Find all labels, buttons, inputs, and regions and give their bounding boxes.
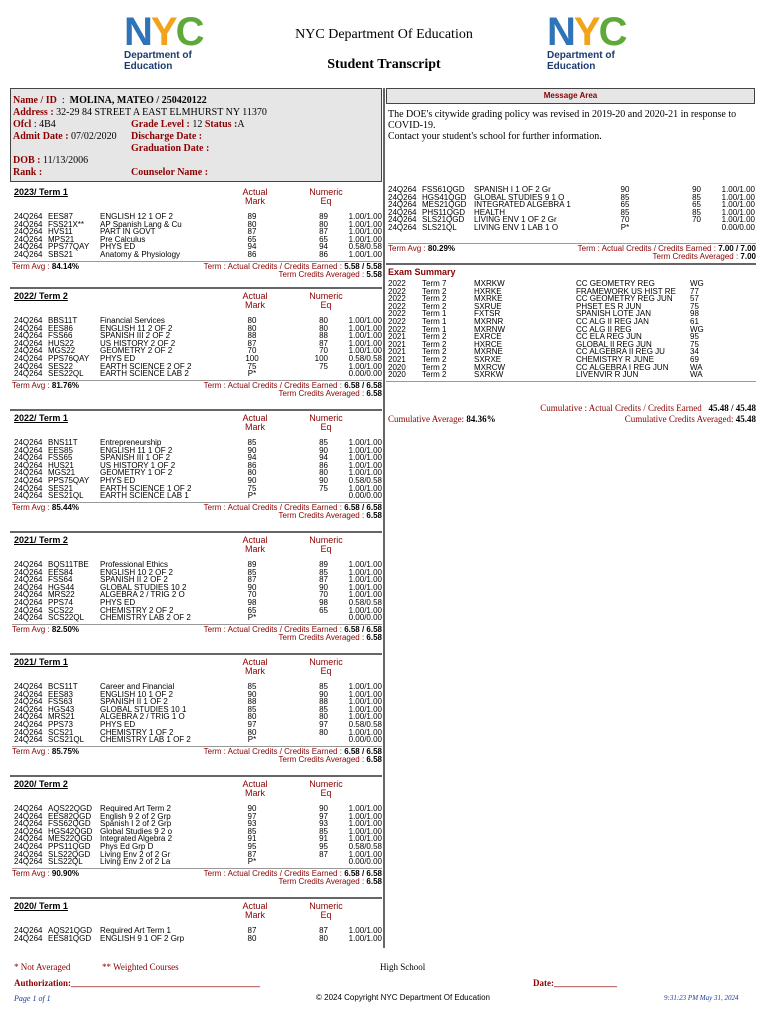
actual-mark-header: Actual Mark: [242, 657, 268, 676]
term-average: Term Avg : 90.90% Term : Actual Credits / Credits Earned : 6.58 / 6.58: [12, 868, 382, 878]
course-row: 24Q264 EES84 ENGLISH 10 2 OF 2 85 85 1.00/1.00: [14, 567, 382, 577]
term-average: Term Avg : 85.44% Term : Actual Credits / Credits Earned : 6.58 / 6.58: [12, 502, 382, 512]
course-row: 24Q264 PPS11QGD Phys Ed Grp D 95 95 0.58/0.58: [14, 842, 382, 851]
student-address: 32-29 84 STREET A EAST ELMHURST NY 11370: [56, 107, 267, 118]
section-separator: [386, 263, 756, 265]
course-row: 24Q264 SES21QL EARTH SCIENCE LAB 1 P* 0.00/0.00: [14, 491, 382, 501]
exam-row: 2022 Term 7 MXRKW CC GEOMETRY REG WG: [388, 279, 704, 288]
term-title: 2021/ Term 1: [14, 657, 68, 667]
actual-mark-header: Actual Mark: [242, 901, 268, 920]
message-area-header: Message Area: [386, 88, 755, 104]
exam-row: 2020 Term 2 SXRKW LIVENVIR R JUN WA: [388, 370, 703, 380]
term-separator: [10, 897, 382, 899]
exam-row: 2020 Term 2 MXRCW CC ALGEBRA I REG JUN WA: [388, 362, 703, 372]
term-separator: [10, 531, 382, 533]
course-row: 24Q264 FSS65 SPANISH III 1 OF 2 94 94 1.00/1.00: [14, 453, 382, 463]
course-row: 24Q264 EES81QGD ENGLISH 9 1 OF 2 Grp 80 80 1.00/1.00: [14, 933, 382, 943]
course-row: 24Q264 MES21QGD INTEGRATED ALGEBRA 1 65 65 1.00/1.00: [388, 200, 755, 210]
course-row: 24Q264 HUS21 US HISTORY 1 OF 2 86 86 1.00/1.00: [14, 460, 382, 470]
term-title: 2020/ Term 1: [14, 901, 68, 911]
actual-mark-header: Actual Mark: [242, 535, 268, 554]
term-title: 2023/ Term 1: [14, 187, 68, 197]
exam-row: 2021 Term 2 EXRCE CC ELA REG JUN 95: [388, 332, 699, 342]
actual-mark-header: Actual Mark: [242, 187, 268, 206]
term-credits-averaged: Term Credits Averaged : 6.58: [278, 388, 382, 398]
course-row: 24Q264 AQS22QGD Required Art Term 2 90 90 1.00/1.00: [14, 804, 382, 813]
course-row: 24Q264 PPS77QAY PHYS ED 94 94 0.58/0.58: [14, 242, 382, 252]
course-row: 24Q264 FSS64 SPANISH II 2 OF 2 87 87 1.00/1.00: [14, 575, 382, 585]
term-separator: [10, 409, 382, 411]
term-title: 2022/ Term 1: [14, 413, 68, 423]
term-average: Term Avg : 85.75% Term : Actual Credits / Credits Earned : 6.58 / 6.58: [12, 746, 382, 756]
term-title: 2020/ Term 2: [14, 779, 68, 789]
course-row: 24Q264 MRS22 ALGEBRA 2 / TRIG 2 O 70 70 1.00/1.00: [14, 590, 382, 600]
term-credits-averaged: Term Credits Averaged : 7.00: [652, 252, 756, 261]
course-row: 24Q264 FSS62QGD Spanish I 2 of 2 Grp 93 93 1.00/1.00: [14, 819, 382, 829]
exam-row: 2022 Term 1 FXTSR SPANISH LOTE JAN 98: [388, 309, 699, 319]
cumulative-credits: Cumulative : Actual Credits / Credits Earned 45.48 / 45.48: [540, 403, 756, 413]
authorization-line: Authorization:__________________________________________: [14, 978, 260, 988]
exam-row: 2021 Term 2 SXRXE CHEMISTRY R JUNE 69: [388, 355, 699, 364]
exam-row: 2022 Term 1 MXRNW CC ALG II REG WG: [388, 324, 704, 334]
weighted-note: ** Weighted Courses: [102, 962, 179, 972]
course-row: 24Q264 SBS21 Anatomy & Physiology 86 86 1.00/1.00: [14, 250, 382, 259]
exam-row: 2022 Term 2 MXRKE CC GEOMETRY REG JUN 57: [388, 294, 699, 304]
message-area-text: The DOE's citywide grading policy was revised in 2019-20 and 2020-21 in response to COVID-19. Contact your student's school for further information.: [388, 109, 737, 142]
course-row: 24Q264 HGS44 GLOBAL STUDIES 10 2 90 90 1.00/1.00: [14, 582, 382, 592]
org-title: NYC Department Of Education: [295, 27, 473, 42]
term-separator: [10, 287, 382, 289]
term-credits-averaged: Term Credits Averaged : 6.58: [278, 632, 382, 642]
student-info-box: Name / ID : MOLINA, MATEO / 250420122 Address : 32-29 84 STREET A EAST ELMHURST NY 11370 Ofcl : 4B4 Grade Level : 12 Status :A Admit Date : 07/02/2020 Discharge Date : Graduation Date : DOB : 11/13/2006 Rank : Counselor Name :: [10, 88, 382, 182]
course-row: 24Q264 MRS21 ALGEBRA 2 / TRIG 1 O 80 80 1.00/1.00: [14, 712, 382, 722]
ofcl-value: 4B4: [39, 119, 56, 130]
numeric-eq-header: Numeric Eq: [309, 535, 343, 554]
exam-row: 2021 Term 2 HXRCE GLOBAL II REG JUN 75: [388, 339, 699, 349]
term-credits-averaged: Term Credits Averaged : 6.58: [278, 754, 382, 764]
course-row: 24Q264 FSS61QGD SPANISH I 1 OF 2 Gr 90 90 1.00/1.00: [388, 185, 755, 194]
course-row: 24Q264 BCS11T Career and Financial 85 85 1.00/1.00: [14, 682, 382, 691]
not-averaged-note: * Not Averaged: [14, 962, 71, 972]
course-row: 24Q264 MES22QGD Integrated Algebra 2 91 91 1.00/1.00: [14, 834, 382, 844]
exam-row: 2021 Term 2 MXRNE CC ALGEBRA II REG JU 34: [388, 347, 699, 357]
numeric-eq-header: Numeric Eq: [309, 901, 343, 920]
course-row: 24Q264 AQS21QGD Required Art Term 1 87 87 1.00/1.00: [14, 926, 382, 935]
course-row: 24Q264 MGS22 GEOMETRY 2 OF 2 70 70 1.00/1.00: [14, 346, 382, 356]
nyc-doe-logo-left: NYC Department of Education: [124, 10, 203, 72]
course-row: 24Q264 EES83 ENGLISH 10 1 OF 2 90 90 1.00/1.00: [14, 689, 382, 699]
course-row: 24Q264 SCS22QL CHEMISTRY LAB 2 OF 2 P* 0.00/0.00: [14, 613, 382, 623]
column-divider: [383, 88, 385, 948]
course-row: 24Q264 MGS21 GEOMETRY 1 OF 2 80 80 1.00/1.00: [14, 468, 382, 478]
course-row: 24Q264 HGS42QGD Global Studies 9 2 o 85 85 1.00/1.00: [14, 826, 382, 836]
term-title: 2021/ Term 2: [14, 535, 68, 545]
course-row: 24Q264 SCS21 CHEMISTRY 1 OF 2 80 80 1.00/1.00: [14, 727, 382, 737]
school-type: High School: [380, 962, 426, 972]
course-row: 24Q264 FSS66 SPANISH III 2 OF 2 88 88 1.00/1.00: [14, 331, 382, 341]
course-row: 24Q264 SLS21QGD LIVING ENV 1 OF 2 Gr 70 70 1.00/1.00: [388, 215, 755, 225]
cumulative-average: Cumulative Average: 84.36%: [388, 414, 496, 424]
cumulative-credits-averaged: Cumulative Credits Averaged: 45.48: [624, 414, 756, 424]
term-average: Term Avg : 84.14% Term : Actual Credits / Credits Earned : 5.58 / 5.58: [12, 261, 382, 271]
exam-row: 2022 Term 2 SXRUE PHSET ES R JUN 75: [388, 301, 699, 311]
course-row: 24Q264 SES21 EARTH SCIENCE 1 OF 2 75 75 1.00/1.00: [14, 483, 382, 493]
course-row: 24Q264 EES82QGD English 9 2 of 2 Grp 97 97 1.00/1.00: [14, 811, 382, 821]
numeric-eq-header: Numeric Eq: [309, 779, 343, 798]
term-credits-averaged: Term Credits Averaged : 5.58: [278, 269, 382, 279]
term-average: Term Avg : 81.76% Term : Actual Credits / Credits Earned : 6.58 / 6.58: [12, 380, 382, 390]
numeric-eq-header: Numeric Eq: [309, 187, 343, 206]
actual-mark-header: Actual Mark: [242, 413, 268, 432]
page-title: Student Transcript: [327, 57, 441, 72]
page-number: Page 1 of 1: [14, 994, 51, 1003]
copyright: © 2024 Copyright NYC Department Of Education: [316, 993, 490, 1002]
course-row: 24Q264 SLS21QL LIVING ENV 1 LAB 1 O P* 0.00/0.00: [388, 223, 755, 232]
course-row: 24Q264 SLS22QL Living Env 2 of 2 La P* 0.00/0.00: [14, 857, 382, 867]
course-row: 24Q264 MPS21 Pre Calculus 65 65 1.00/1.00: [14, 234, 382, 244]
course-row: 24Q264 EES85 ENGLISH 11 1 OF 2 90 90 1.00/1.00: [14, 445, 382, 455]
course-row: 24Q264 SES22 EARTH SCIENCE 2 OF 2 75 75 1.00/1.00: [14, 361, 382, 371]
course-row: 24Q264 PPS74 PHYS ED 98 98 0.58/0.58: [14, 598, 382, 607]
student-name: MOLINA, MATEO / 250420122: [69, 95, 207, 106]
course-row: 24Q264 BBS11T Financial Services 80 80 1.00/1.00: [14, 316, 382, 325]
course-row: 24Q264 EES87 ENGLISH 12 1 OF 2 89 89 1.00/1.00: [14, 212, 382, 221]
term-average: Term Avg : 80.29% Term : Actual Credits / Credits Earned : 7.00 / 7.00: [388, 244, 756, 253]
term-average: Term Avg : 82.50% Term : Actual Credits / Credits Earned : 6.58 / 6.58: [12, 624, 382, 634]
course-row: 24Q264 PHS11QGD HEALTH 85 85 1.00/1.00: [388, 207, 755, 217]
course-row: 24Q264 FSS21X** AP Spanish Lang & Cu 80 80 1.00/1.00: [14, 219, 382, 229]
term-separator: [10, 653, 382, 655]
actual-mark-header: Actual Mark: [242, 291, 268, 310]
course-row: 24Q264 SES22QL EARTH SCIENCE LAB 2 P* 0.00/0.00: [14, 369, 382, 379]
course-row: 24Q264 PPS73 PHYS ED 97 97 0.58/0.58: [14, 720, 382, 729]
exam-row: 2022 Term 1 MXRNR CC ALG II REG JAN 61: [388, 317, 699, 326]
course-row: 24Q264 BQS11TBE Professional Ethics 89 89 1.00/1.00: [14, 560, 382, 569]
admit-date: 07/02/2020: [71, 131, 117, 142]
course-row: 24Q264 PPS76QAY PHYS ED 100 100 0.58/0.58: [14, 354, 382, 363]
numeric-eq-header: Numeric Eq: [309, 291, 343, 310]
term-credits-averaged: Term Credits Averaged : 6.58: [278, 510, 382, 520]
course-row: 24Q264 SCS21QL CHEMISTRY LAB 1 OF 2 P* 0.00/0.00: [14, 735, 382, 745]
term-title: 2022/ Term 2: [14, 291, 68, 301]
course-row: 24Q264 HGS41QGD GLOBAL STUDIES 9 1 O 85 85 1.00/1.00: [388, 192, 755, 202]
course-row: 24Q264 BNS11T Entrepreneurship 85 85 1.00/1.00: [14, 438, 382, 447]
course-row: 24Q264 SCS22 CHEMISTRY 2 OF 2 65 65 1.00/1.00: [14, 605, 382, 615]
numeric-eq-header: Numeric Eq: [309, 413, 343, 432]
term-separator: [10, 775, 382, 777]
course-row: 24Q264 HGS43 GLOBAL STUDIES 10 1 85 85 1.00/1.00: [14, 704, 382, 714]
course-row: 24Q264 PPS75QAY PHYS ED 90 90 0.58/0.58: [14, 476, 382, 485]
course-row: 24Q264 HVS11 PART IN GOVT 87 87 1.00/1.00: [14, 227, 382, 237]
dob: 11/13/2006: [43, 155, 89, 166]
course-row: 24Q264 FSS63 SPANISH II 1 OF 2 88 88 1.00/1.00: [14, 697, 382, 707]
numeric-eq-header: Numeric Eq: [309, 657, 343, 676]
term-credits-averaged: Term Credits Averaged : 6.58: [278, 876, 382, 886]
exam-summary-title: Exam Summary: [388, 267, 456, 277]
course-row: 24Q264 HUS22 US HISTORY 2 OF 2 87 87 1.00/1.00: [14, 338, 382, 348]
date-line: Date:______________: [533, 978, 617, 988]
course-row: 24Q264 SLS22QGD Living Env 2 of 2 Gr 87 87 1.00/1.00: [14, 849, 382, 859]
course-row: 24Q264 EES86 ENGLISH 11 2 OF 2 80 80 1.00/1.00: [14, 323, 382, 333]
nyc-doe-logo-right: NYC Department of Education: [547, 10, 626, 72]
exam-row: 2022 Term 2 HXRKE FRAMEWORK US HIST RE 77: [388, 286, 699, 296]
timestamp: 9:31:23 PM May 31, 2024: [664, 994, 739, 1002]
actual-mark-header: Actual Mark: [242, 779, 268, 798]
